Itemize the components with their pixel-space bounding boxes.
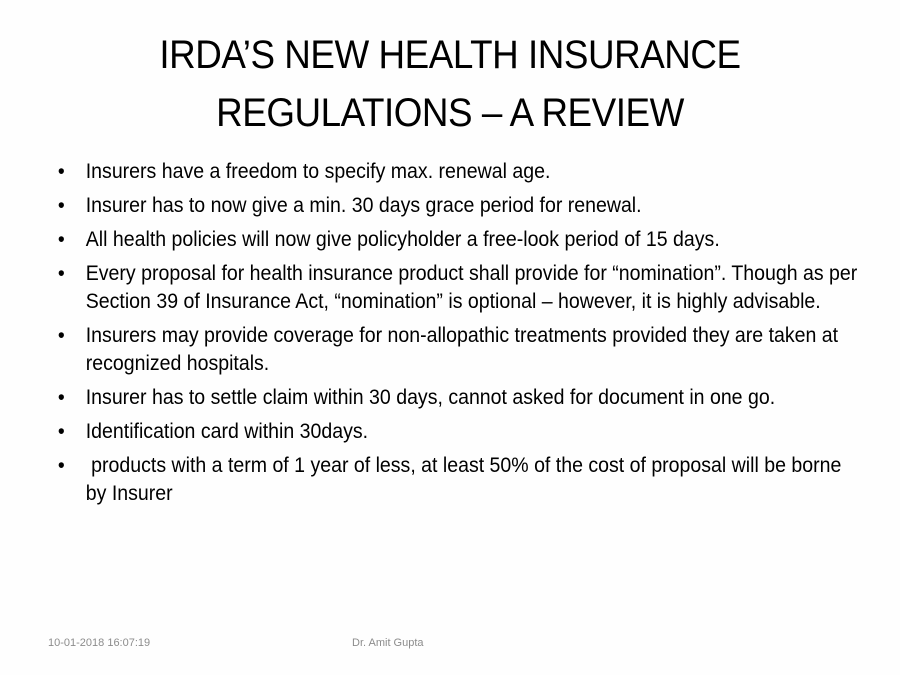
- bullet-dot-icon: •: [57, 386, 65, 409]
- bullet-item: [56, 226, 858, 254]
- bullet-item: [56, 322, 858, 378]
- bullet-text: Insurers have a freedom to specify max. renewal age.: [85, 160, 551, 183]
- bullet-dot-icon: •: [57, 262, 65, 285]
- bullet-item: [56, 418, 858, 446]
- bullet-dot-icon: •: [57, 420, 65, 443]
- bullet-dot-icon: •: [57, 454, 65, 477]
- bullet-item: [56, 452, 858, 508]
- bullet-dot-icon: •: [57, 324, 65, 347]
- bullet-text: Every proposal for health insurance product shall provide for “nomination”. Though as per Section 39 of Insurance Act, “nomination” is optional – however, it is highly advisable.: [85, 262, 858, 313]
- bullet-text: products with a term of 1 year of less, at least 50% of the cost of proposal will be borne by Insurer: [85, 454, 842, 505]
- bullet-item: [56, 192, 858, 220]
- bullet-text: Insurer has to now give a min. 30 days grace period for renewal.: [85, 194, 642, 217]
- bullet-text: All health policies will now give policyholder a free-look period of 15 days.: [85, 228, 720, 251]
- bullet-dot-icon: •: [57, 228, 65, 251]
- slide-title: [91, 26, 809, 142]
- bullet-text: Identification card within 30days.: [85, 420, 369, 443]
- title-line-2: REGULATIONS – A REVIEW: [216, 91, 684, 135]
- bullet-dot-icon: •: [57, 160, 65, 183]
- footer-date: 10-01-2018 16:07:19: [48, 637, 151, 649]
- bullet-list: [56, 158, 858, 514]
- bullet-dot-icon: •: [57, 194, 65, 217]
- bullet-item: [56, 260, 858, 316]
- title-line-1: IRDA’S NEW HEALTH INSURANCE: [159, 33, 741, 77]
- bullet-item: [56, 158, 858, 186]
- bullet-text: Insurers may provide coverage for non-allopathic treatments provided they are taken at recognized hospitals.: [85, 324, 839, 375]
- bullet-text: Insurer has to settle claim within 30 days, cannot asked for document in one go.: [85, 386, 776, 409]
- bullet-item: [56, 384, 858, 412]
- footer-author: Dr. Amit Gupta: [352, 637, 424, 649]
